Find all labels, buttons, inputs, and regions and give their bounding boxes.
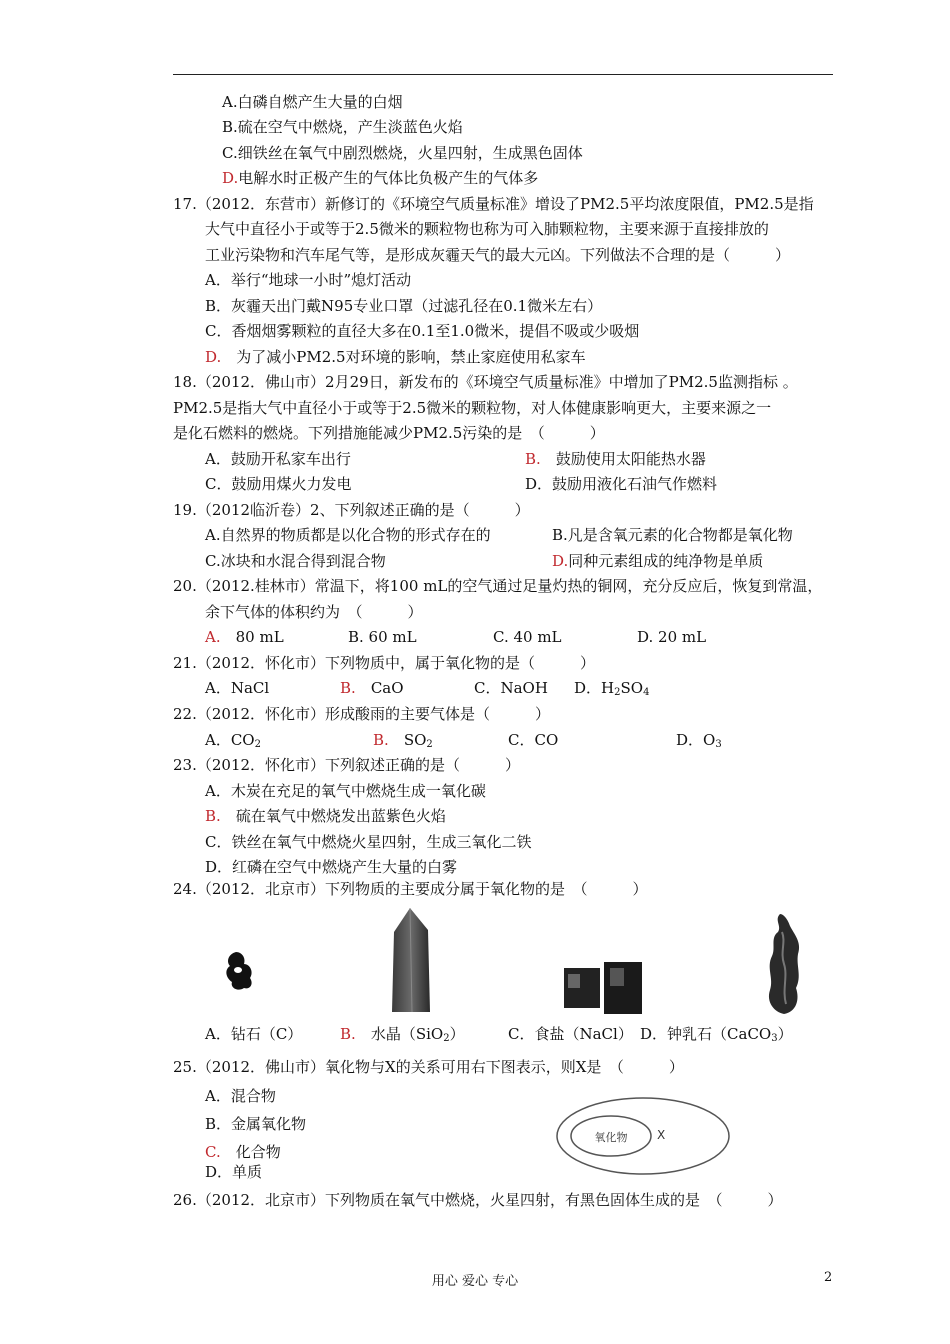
q18-option-a: A．鼓励开私家车出行: [205, 450, 351, 468]
option-text: 化合物: [235, 1143, 281, 1161]
answer-letter: D.: [222, 169, 239, 187]
subscript: 3: [771, 1033, 778, 1044]
q23-option-b: [205, 806, 446, 826]
answer-letter: B.: [373, 731, 389, 749]
option-text: 为了减小PM2.5对环境的影响，禁止家庭使用私家车: [236, 348, 586, 366]
q26-stem: 26.（2012．北京市）下列物质在氧气中燃烧，火星四射，有黑色固体生成的是 （ ）: [173, 1191, 783, 1209]
subscript: 2: [614, 687, 621, 698]
option-text: D．钟乳石（CaCO: [640, 1025, 772, 1043]
q20-option-b: B. 60 mL: [348, 628, 417, 646]
option-text: CaO: [370, 679, 404, 697]
oxide-venn-diagram: [553, 1094, 733, 1178]
q17-option-d: [205, 347, 586, 367]
subscript: 4: [643, 687, 650, 698]
answer-letter: D.: [552, 552, 569, 570]
q24-option-d: [640, 1024, 793, 1049]
q25-option-c: [205, 1142, 281, 1162]
header-rule: [173, 74, 833, 75]
outer-ellipse: [557, 1098, 729, 1174]
option-text: SO: [403, 731, 427, 749]
q21-option-a: A．NaCl: [205, 679, 270, 697]
q21-option-b: [340, 678, 404, 698]
q19-option-d: [552, 551, 763, 571]
answer-letter: B.: [340, 679, 356, 697]
q25-option-a: A．混合物: [205, 1087, 276, 1105]
q23-option-d: D．红磷在空气中燃烧产生大量的白雾: [205, 858, 458, 876]
page-number: 2: [824, 1270, 833, 1285]
q17-stem-2: 大气中直径小于或等于2.5微米的颗粒物也称为可入肺颗粒物，主要来源于直接排放的: [205, 220, 769, 238]
option-text: 硫在氧气中燃烧发出蓝紫色火焰: [235, 807, 446, 825]
answer-letter: D.: [205, 348, 222, 366]
answer-letter: B.: [205, 807, 221, 825]
answer-letter: A.: [205, 628, 221, 646]
q18-option-c: C．鼓励用煤火力发电: [205, 475, 352, 493]
option-text: 电解水时正极产生的气体比负极产生的气体多: [238, 169, 539, 187]
q21-option-d: [574, 678, 649, 703]
q25-stem: 25.（2012．佛山市）氧化物与X的关系可用右下图表示，则X是 （ ）: [173, 1058, 684, 1076]
subscript: 2: [426, 739, 433, 750]
option-text: A．CO: [205, 731, 255, 749]
page-footer: 用心 爱心 专心: [431, 1274, 519, 1289]
q20-option-c: C. 40 mL: [493, 628, 562, 646]
stalactite-image: [760, 912, 808, 1016]
q19-stem: 19.（2012临沂卷）2、下列叙述正确的是（ ）: [173, 501, 530, 519]
q20-stem-1: 20.（2012.桂林市）常温下，将100 mL的空气通过足量灼热的铜网，充分反应后，恢复到常温，: [173, 577, 823, 595]
q21-option-c: C．NaOH: [474, 679, 548, 697]
q16-option-d: [222, 168, 538, 188]
q24-option-c: C．食盐（NaCl）: [508, 1025, 633, 1043]
q18-stem-3: 是化石燃料的燃烧。下列措施能减少PM2.5污染的是 （ ）: [173, 424, 605, 442]
subscript: 2: [443, 1033, 450, 1044]
q20-stem-2: 余下气体的体积约为 （ ）: [205, 603, 423, 621]
diagram-inner-label: 氧化物: [594, 1131, 628, 1144]
q18-stem-2: PM2.5是指大气中直径小于或等于2.5微米的颗粒物，对人体健康影响更大，主要来源之一: [173, 399, 772, 417]
q23-option-a: A．木炭在充足的氧气中燃烧生成一氧化碳: [205, 782, 486, 800]
diamond-image: [220, 948, 256, 994]
option-text: 同种元素组成的纯净物是单质: [568, 552, 764, 570]
q18-option-b: [525, 449, 706, 469]
option-text: D．H: [574, 679, 615, 697]
q16-option-b: B.硫在空气中燃烧，产生淡蓝色火焰: [222, 118, 463, 136]
q19-option-a: A.自然界的物质都是以化合物的形式存在的: [205, 526, 491, 544]
q20-option-a: [205, 627, 284, 647]
answer-letter: B.: [525, 450, 541, 468]
option-text: 水晶（SiO: [370, 1025, 444, 1043]
q25-option-b: B．金属氧化物: [205, 1115, 307, 1133]
q24-stem: 24.（2012．北京市）下列物质的主要成分属于氧化物的是 （ ）: [173, 880, 648, 898]
q17-stem-1: 17.（2012．东营市）新修订的《环境空气质量标准》增设了PM2.5平均浓度限值，PM2.5是指: [173, 195, 814, 213]
q18-stem-1: 18.（2012．佛山市）2月29日，新发布的《环境空气质量标准》中增加了PM2.5监测指标 。: [173, 373, 798, 391]
diagram-outer-label: X: [657, 1128, 666, 1142]
option-text: 80 mL: [235, 628, 284, 646]
subscript: 3: [715, 739, 722, 750]
subscript: 2: [254, 739, 261, 750]
q22-option-c: C．CO: [508, 731, 559, 749]
q16-option-a: A.白磷自燃产生大量的白烟: [222, 93, 403, 111]
option-text-end: ）: [777, 1025, 793, 1043]
answer-letter: C.: [205, 1143, 221, 1161]
q22-option-a: [205, 730, 261, 755]
q20-option-d: D. 20 mL: [637, 628, 707, 646]
q22-stem: 22.（2012．怀化市）形成酸雨的主要气体是（ ）: [173, 705, 551, 723]
salt-crystals-image: [560, 958, 646, 1018]
q24-option-a: A．钻石（C）: [205, 1025, 303, 1043]
q17-option-c: C．香烟烟雾颗粒的直径大多在0.1至1.0微米，提倡不吸或少吸烟: [205, 322, 640, 340]
q21-stem: 21.（2012．怀化市）下列物质中，属于氧化物的是（ ）: [173, 654, 596, 672]
q25-option-d: D．单质: [205, 1163, 263, 1181]
q16-option-c: C.细铁丝在氧气中剧烈燃烧，火星四射，生成黑色固体: [222, 144, 583, 162]
q19-option-b: B.凡是含氧元素的化合物都是氧化物: [552, 526, 793, 544]
q23-stem: 23.（2012．怀化市）下列叙述正确的是（ ）: [173, 756, 521, 774]
option-text: 鼓励使用太阳能热水器: [555, 450, 706, 468]
q24-option-b: [340, 1024, 465, 1049]
formula-text: SO: [620, 679, 644, 697]
answer-letter: B.: [340, 1025, 356, 1043]
q22-option-d: [676, 730, 722, 755]
option-text-end: ）: [449, 1025, 465, 1043]
q17-stem-3: 工业污染物和汽车尾气等，是形成灰霾天气的最大元凶。下列做法不合理的是（ ）: [205, 246, 791, 264]
q18-option-d: D．鼓励用液化石油气作燃料: [525, 475, 718, 493]
q23-option-c: C．铁丝在氧气中燃烧火星四射，生成三氧化二铁: [205, 833, 532, 851]
q19-option-c: C.冰块和水混合得到混合物: [205, 552, 386, 570]
q22-option-b: [373, 730, 433, 755]
quartz-crystal-image: [386, 904, 436, 1016]
option-text: D．O: [676, 731, 716, 749]
q17-option-b: B．灰霾天出门戴N95专业口罩（过滤孔径在0.1微米左右）: [205, 297, 603, 315]
q17-option-a: A．举行“地球一小时”熄灯活动: [205, 271, 412, 289]
